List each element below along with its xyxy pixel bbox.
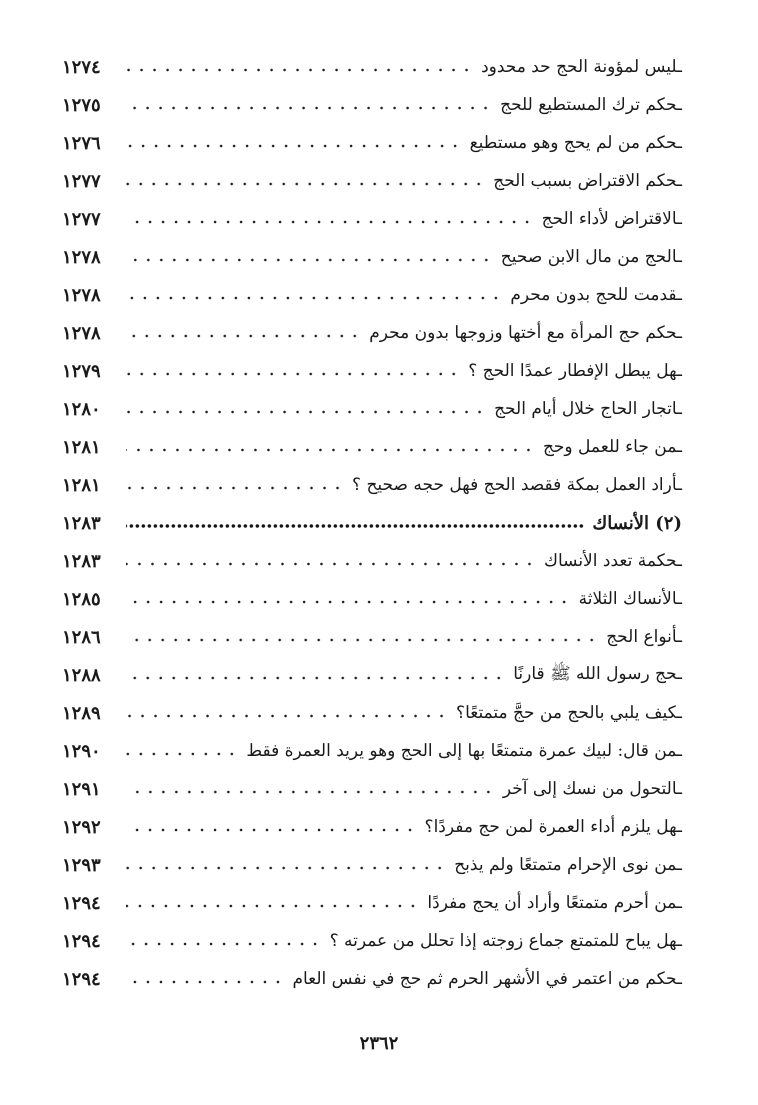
- toc-entry: [62, 694, 682, 732]
- toc-entry-page: ١٢٨٥: [62, 588, 101, 610]
- toc-entry: [62, 808, 682, 846]
- toc-entry-page: ١٢٩٠: [62, 740, 101, 762]
- toc-entry-title: ـأنواع الحج: [606, 627, 682, 647]
- toc-entry-page: ١٢٧٧: [62, 170, 101, 192]
- toc-entry: [62, 428, 682, 466]
- toc-dot-leader: [126, 479, 344, 497]
- toc-list: [62, 48, 682, 998]
- toc-entry-title: (٢) الأنساك: [592, 512, 682, 534]
- toc-entry: [62, 580, 682, 618]
- toc-dot-leader: [126, 365, 460, 383]
- toc-dot-leader: [126, 517, 584, 535]
- toc-entry-title: ـالتحول من نسك إلى آخر: [502, 779, 682, 799]
- toc-entry: [62, 238, 682, 276]
- toc-dot-leader: [126, 707, 448, 725]
- toc-entry-title: ـمن قال: لبيك عمرة متمتعًا بها إلى الحج وهو يريد العمرة فقط: [246, 741, 682, 761]
- toc-entry-page: ١٢٩٢: [62, 816, 101, 838]
- toc-entry-page: ١٢٩١: [62, 778, 101, 800]
- toc-entry-page: ١٢٨٠: [62, 398, 101, 420]
- toc-dot-leader: [126, 973, 284, 991]
- toc-entry-title: ـكيف يلبي بالحج من حجَّ متمتعًا؟: [456, 703, 682, 723]
- toc-entry: [62, 86, 682, 124]
- toc-entry-page: ١٢٨٨: [62, 664, 101, 686]
- toc-entry-page: ١٢٨١: [62, 474, 101, 496]
- toc-entry-page: ١٢٧٨: [62, 322, 101, 344]
- toc-entry-page: ١٢٧٨: [62, 246, 101, 268]
- toc-dot-leader: [126, 631, 598, 649]
- toc-page: [62, 48, 682, 998]
- toc-entry: [62, 846, 682, 884]
- toc-dot-leader: [126, 289, 502, 307]
- toc-entry-title: ـحج رسول الله ﷺ قارنًا: [513, 663, 682, 684]
- toc-dot-leader: [126, 213, 534, 231]
- toc-entry-title: ـالحج من مال الابن صحيح: [500, 247, 682, 267]
- toc-entry-title: ـالاقتراض لأداء الحج: [541, 209, 682, 229]
- toc-entry: [62, 884, 682, 922]
- toc-entry: [62, 960, 682, 998]
- toc-entry: [62, 922, 682, 960]
- toc-entry-title: ـحكم ترك المستطيع للحج: [500, 95, 682, 115]
- toc-entry-page: ١٢٨٩: [62, 702, 101, 724]
- toc-entry-title: ـحكم من اعتمر في الأشهر الحرم ثم حج في نفس العام: [292, 969, 682, 989]
- toc-entry: [62, 352, 682, 390]
- toc-entry-page: ١٢٧٥: [62, 94, 101, 116]
- toc-entry: [62, 542, 682, 580]
- toc-entry-title: ـحكم من لم يحج وهو مستطيع: [469, 133, 682, 153]
- toc-dot-leader: [126, 593, 571, 611]
- toc-entry-title: ـهل يبطل الإفطار عمدًا الحج ؟: [468, 361, 682, 381]
- toc-entry: [62, 770, 682, 808]
- toc-entry-page: ١٢٧٨: [62, 284, 101, 306]
- toc-entry-title: ـحكمة تعدد الأنساك: [543, 551, 682, 571]
- toc-entry-title: ـمن نوى الإحرام متمتعًا ولم يذبح: [454, 855, 682, 875]
- toc-dot-leader: [126, 859, 446, 877]
- toc-entry: [62, 618, 682, 656]
- toc-entry-page: ١٢٩٤: [62, 930, 101, 952]
- toc-entry-page: ١٢٨٣: [62, 512, 101, 534]
- toc-entry: [62, 48, 682, 86]
- toc-dot-leader: [126, 821, 417, 839]
- toc-entry-page: ١٢٩٤: [62, 892, 101, 914]
- toc-dot-leader: [126, 403, 486, 421]
- toc-entry-title: ـمن جاء للعمل وحج: [542, 437, 682, 457]
- toc-entry-title: ـالأنساك الثلاثة: [578, 589, 682, 609]
- toc-entry-title: ـحكم الاقتراض بسبب الحج: [493, 171, 682, 191]
- toc-dot-leader: [126, 897, 419, 915]
- toc-dot-leader: [126, 669, 505, 687]
- toc-section-heading: [62, 504, 682, 542]
- toc-entry-page: ١٢٨٣: [62, 550, 101, 572]
- toc-entry: [62, 390, 682, 428]
- toc-entry-page: ١٢٨١: [62, 436, 101, 458]
- toc-entry-title: ـاتجار الحاج خلال أيام الحج: [494, 399, 682, 419]
- toc-entry-title: ـأراد العمل بمكة فقصد الحج فهل حجه صحيح ؟: [352, 475, 682, 495]
- toc-entry-title: ـحكم حج المرأة مع أختها وزوجها بدون محرم: [369, 323, 682, 343]
- toc-entry-title: ـهل يباح للمتمتع جماع زوجته إذا تحلل من عمرته ؟: [329, 931, 682, 951]
- toc-entry: [62, 656, 682, 694]
- toc-dot-leader: [126, 99, 492, 117]
- toc-entry-page: ١٢٧٤: [62, 56, 101, 78]
- toc-entry: [62, 466, 682, 504]
- toc-entry-page: ١٢٧٩: [62, 360, 101, 382]
- toc-entry: [62, 162, 682, 200]
- toc-entry: [62, 124, 682, 162]
- toc-dot-leader: [126, 137, 462, 155]
- toc-entry-page: ١٢٧٦: [62, 132, 101, 154]
- page-number: ٢٣٦٢: [359, 1033, 399, 1054]
- toc-entry: [62, 276, 682, 314]
- toc-entry-title: ـقدمت للحج بدون محرم: [510, 285, 682, 305]
- toc-dot-leader: [126, 327, 361, 345]
- toc-entry-page: ١٢٨٦: [62, 626, 101, 648]
- toc-entry: [62, 200, 682, 238]
- toc-dot-leader: [126, 745, 238, 763]
- toc-dot-leader: [126, 555, 536, 573]
- toc-entry-page: ١٢٩٤: [62, 968, 101, 990]
- toc-entry-page: ١٢٧٧: [62, 208, 101, 230]
- toc-entry-title: ـهل يلزم أداء العمرة لمن حج مفردًا؟: [424, 817, 682, 837]
- toc-entry-title: ـليس لمؤونة الحج حد محدود: [481, 57, 682, 77]
- toc-entry: [62, 314, 682, 352]
- toc-dot-leader: [126, 441, 535, 459]
- toc-dot-leader: [126, 935, 322, 953]
- toc-entry-title: ـمن أحرم متمتعًا وأراد أن يحج مفردًا: [427, 893, 682, 913]
- toc-dot-leader: [126, 61, 473, 79]
- toc-entry-page: ١٢٩٣: [62, 854, 101, 876]
- toc-dot-leader: [126, 783, 495, 801]
- toc-dot-leader: [126, 175, 485, 193]
- toc-dot-leader: [126, 251, 493, 269]
- toc-entry: [62, 732, 682, 770]
